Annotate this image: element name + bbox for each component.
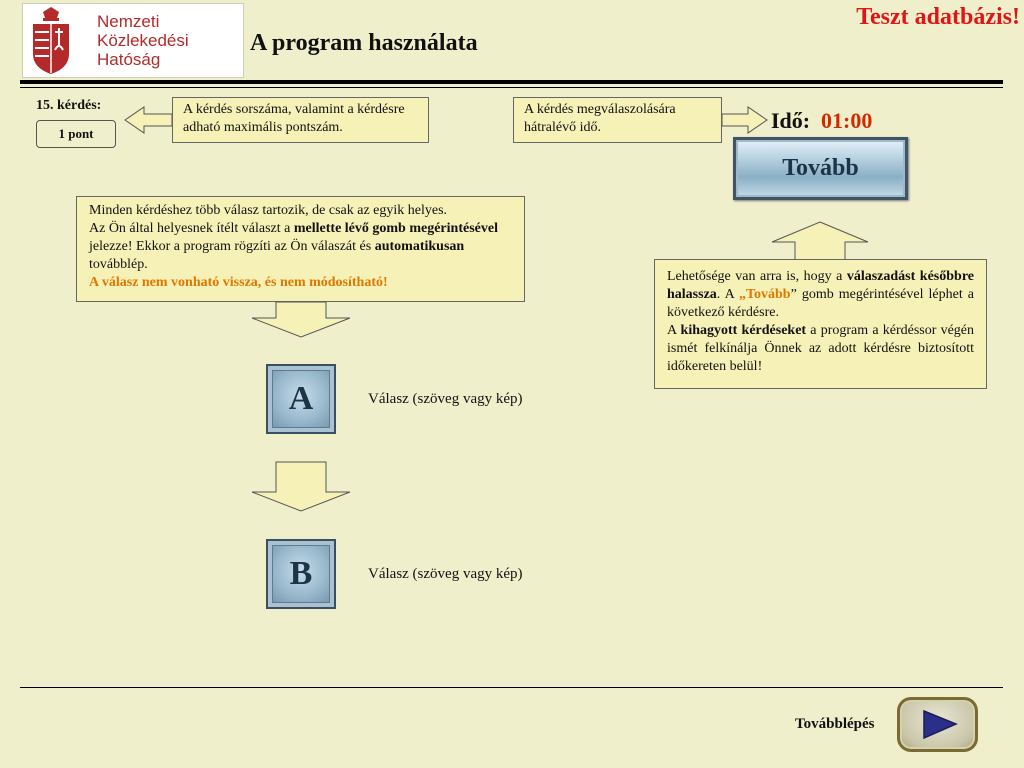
question-info-note: A kérdés sorszáma, valamint a kérdésre adható maximális pontszám. (172, 97, 429, 143)
instr-line-3-bold: automatikusan (374, 239, 465, 254)
test-database-notice: Teszt adatbázis! (856, 4, 1020, 30)
points-badge: 1 pont (36, 120, 116, 148)
logo-line-3: Hatóság (97, 50, 161, 69)
continue-button[interactable] (897, 697, 978, 752)
timer-label: Idő: (771, 108, 811, 133)
skip-text-bold-1: válaszadást későbbre halassza (667, 269, 974, 302)
answer-b-button[interactable]: B (266, 539, 336, 609)
arrow-down-icon (251, 302, 351, 338)
instr-line-2b: jelezze! Ekkor a program rögzíti az Ön válaszát és (89, 239, 375, 254)
instr-line-2a: Az Ön által helyesnek ítélt választ a (89, 221, 294, 236)
header-divider (20, 80, 1003, 84)
skip-info-note (654, 259, 987, 389)
answer-instructions-note (76, 196, 525, 302)
coat-of-arms-icon (27, 6, 75, 76)
nkh-logo (22, 3, 244, 78)
page-title: A program használata (250, 30, 478, 56)
skip-text-next-ref: „Tovább (738, 287, 791, 302)
continue-label: Továbblépés (795, 716, 875, 732)
next-button[interactable]: Tovább (733, 137, 908, 200)
instr-warning: A válasz nem vonható vissza, és nem módosítható! (89, 275, 388, 290)
instr-line-2-bold: mellette lévő gomb megérintésével (293, 221, 498, 236)
timer-value: 01:00 (821, 108, 873, 133)
arrow-up-icon (771, 221, 869, 261)
skip-text-4: A (667, 323, 681, 338)
question-number: 15. kérdés: (36, 98, 102, 113)
play-arrow-icon (900, 700, 975, 749)
arrow-right-icon (722, 106, 768, 134)
skip-text-1: Lehetősége van arra is, hogy a (667, 269, 847, 284)
logo-line-2: Közlekedési (97, 31, 189, 50)
header-divider-thin (20, 87, 1003, 88)
skip-text-bold-2: kihagyott kérdéseket (680, 323, 807, 338)
skip-text-2: . A (716, 287, 739, 302)
time-info-note: A kérdés megválaszolására hátralévő idő. (513, 97, 722, 143)
instr-line-3b: továbblép. (89, 257, 148, 272)
instr-line-1: Minden kérdéshez több válasz tartozik, de csak az egyik helyes. (89, 203, 448, 218)
arrow-down-icon-2 (251, 462, 351, 512)
answer-a-text: Válasz (szöveg vagy kép) (368, 391, 523, 407)
logo-text (97, 12, 189, 69)
answer-b-text: Válasz (szöveg vagy kép) (368, 566, 523, 582)
skip-text-3: ” gomb megérintésével léphet a következő kérdésre. (667, 287, 974, 320)
arrow-left-icon (124, 106, 174, 134)
answer-a-button[interactable]: A (266, 364, 336, 434)
footer-divider (20, 687, 1003, 688)
skip-text-5: a program a kérdéssor végén ismét felkínálja Önnek az adott kérdésre biztosított időkereten belül! (667, 323, 975, 374)
logo-line-1: Nemzeti (97, 12, 160, 31)
